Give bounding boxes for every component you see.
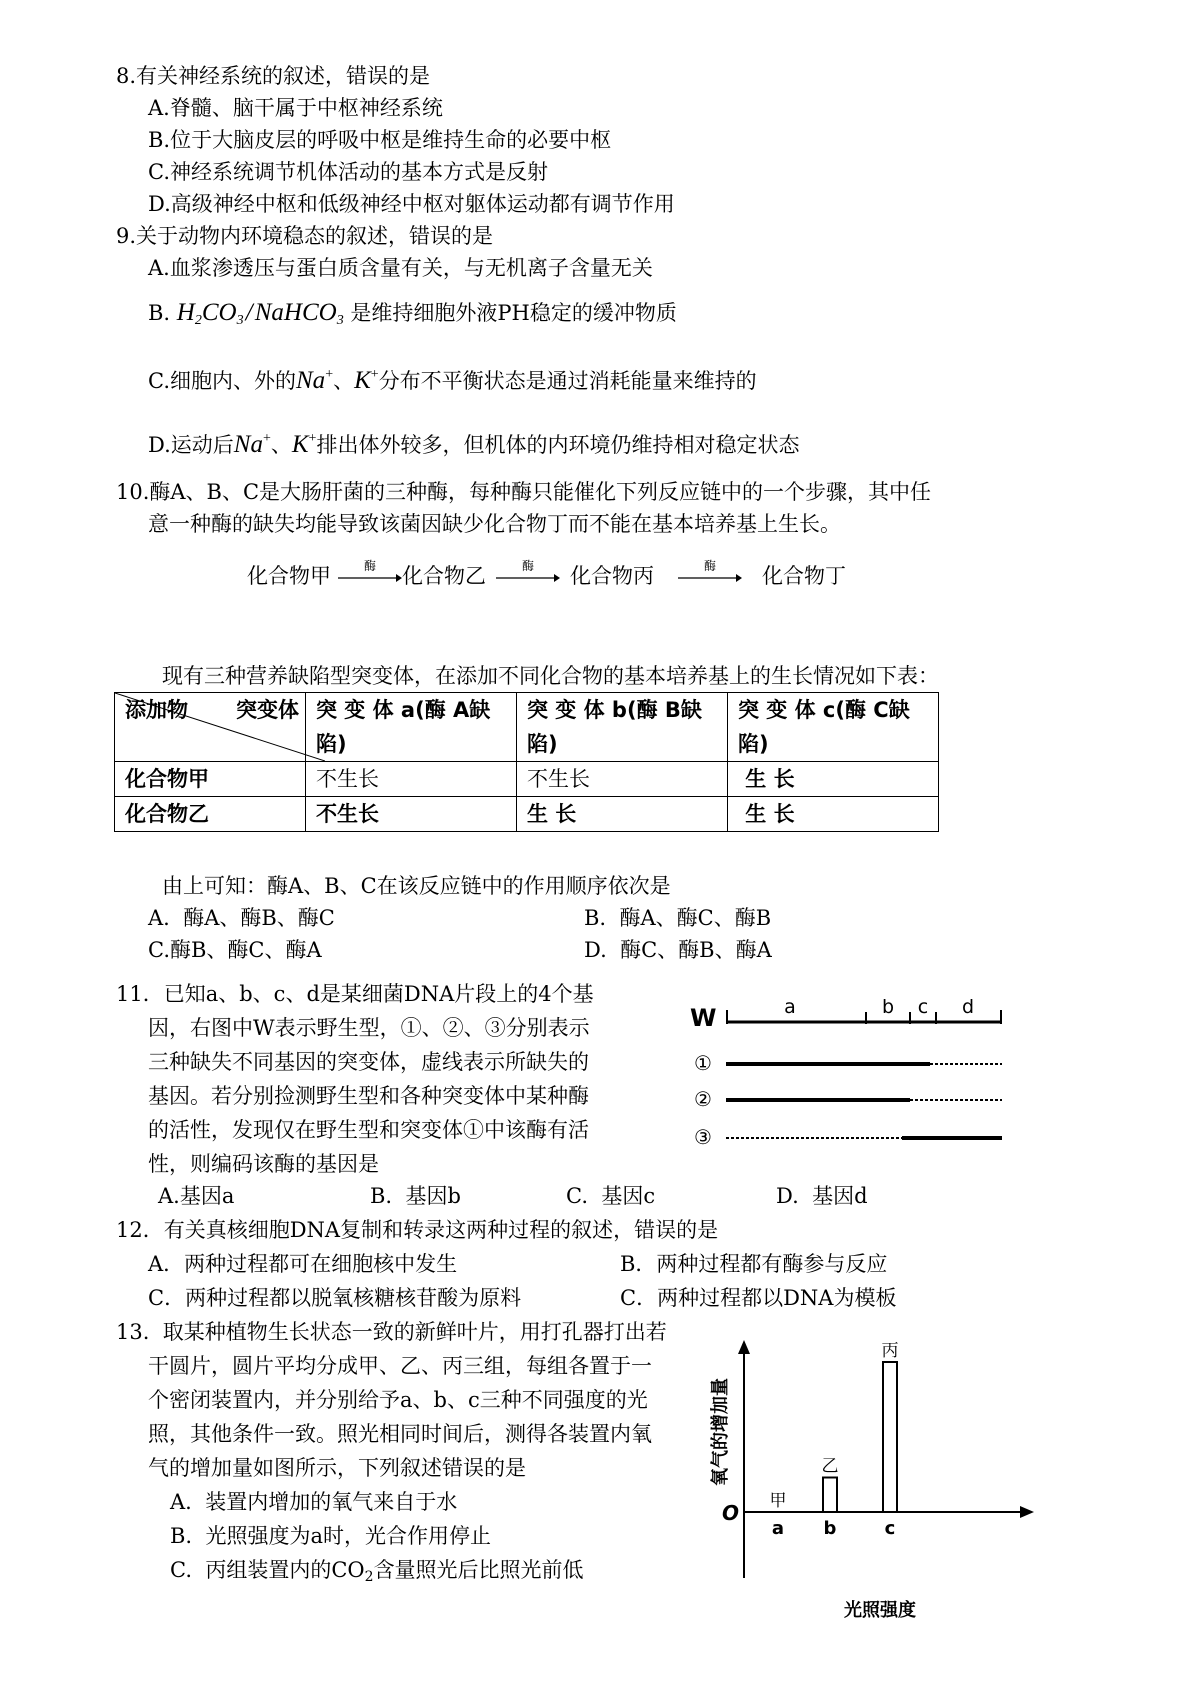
chem-formula-carbonate-buffer: $H_2CO_3$ / NaHCO$_3$ [176,299,344,328]
x-axis-label: 光照强度 [844,1600,916,1621]
corner-label-mutant: 突变体 [236,698,299,722]
q11-option-a: A.基因a [158,1184,235,1208]
q11-line6: 性，则编码该酶的基因是 [148,1152,379,1176]
table-cell: 生 长 [728,762,939,797]
q13-line2: 干圆片，圆片平均分成甲、乙、丙三组，每组各置于一 [148,1354,652,1378]
x-tick-b: b [823,1518,837,1539]
q13-line1: 13. 取某种植物生长状态一致的新鲜叶片，用打孔器打出若 [116,1320,667,1344]
q10-table-intro: 现有三种营养缺陷型突变体，在添加不同化合物的基本培养基上的生长情况如下表： [162,664,939,688]
table-row [115,797,939,832]
q11-line5: 的活性，发现仅在野生型和突变体①中该酶有活 [148,1118,589,1142]
q8-stem: 8.有关神经系统的叙述，错误的是 [116,64,431,88]
y-axis-arrow [738,1340,750,1354]
q9-option-d-text: 排出体外较多，但机体的内环境仍维持相对稳定状态 [316,433,800,457]
mutant-label-3: ③ [694,1125,712,1149]
reaction-arrow-3 [676,556,742,586]
header-mutant-a: 突 变 体 a(酶 A缺 陷) [306,693,517,762]
q9-option-c [148,368,757,393]
q8-option-b: B.位于大脑皮层的呼吸中枢是维持生命的必要中枢 [148,128,612,152]
q9-option-b-label: B. [148,301,171,325]
q10-option-b: B. 酶A、酶C、酶B [584,906,772,930]
q9-option-d-sep: 、 [270,433,292,457]
q11-line4: 基因。若分别捡测野生型和各种突变体中某种酶 [148,1084,589,1108]
chain-compound-bing: 化合物丙 [570,564,654,588]
q9-option-a: A.血浆渗透压与蛋白质含量有关，与无机离子含量无关 [148,256,653,280]
arrow-enzyme-label: 酶 [703,559,717,573]
gene-label-a: a [784,996,796,1018]
chain-compound-yi: 化合物乙 [402,564,486,588]
table-cell: 不生长 [517,762,728,797]
chain-compound-jia: 化合物甲 [247,564,331,588]
q13-option-b: B. 光照强度为a时，光合作用停止 [170,1524,491,1548]
q9-stem: 9.关于动物内环境稳态的叙述，错误的是 [116,224,494,248]
row-label: 化合物甲 [115,762,306,797]
x-tick-c: c [884,1518,896,1539]
gene-deletion-figure [690,986,1020,1162]
header-mutant-c: 突 变 体 c(酶 C缺 陷) [728,693,939,762]
arrow-enzyme-label: 酶 [363,559,377,573]
wild-type-label: W [690,1004,717,1032]
q13-line4: 照，其他条件一致。照光相同时间后，测得各装置内氧 [148,1422,652,1446]
chain-compound-ding: 化合物丁 [762,564,846,588]
q8-option-a: A.脊髓、脑干属于中枢神经系统 [148,96,443,120]
q11-option-d: D. 基因d [776,1184,868,1208]
chem-potassium-ion: K+ [354,367,379,394]
q11-line2: 因，右图中W表示野生型，①、②、③分别表示 [148,1016,590,1040]
q8-option-c: C.神经系统调节机体活动的基本方式是反射 [148,160,548,184]
q9-option-c-pre: C.细胞内、外的 [148,369,296,393]
reaction-arrow-2 [494,556,560,586]
q11-option-c: C. 基因c [566,1184,656,1208]
mutant-label-2: ② [694,1087,712,1111]
arrow-enzyme-label: 酶 [521,559,535,573]
chem-potassium-ion: K+ [291,431,317,458]
q13-line3: 个密闭装置内，并分别给予a、b、c三种不同强度的光 [148,1388,648,1412]
x-tick-a: a [771,1518,785,1539]
origin-label: O [722,1501,740,1525]
gene-label-c: c [917,996,929,1018]
gene-label-d: d [961,996,975,1018]
x-axis-arrow [1020,1506,1034,1518]
table-corner-cell [115,693,306,762]
q9-option-c-sep: 、 [333,369,355,393]
mutant-growth-table [114,692,939,832]
q10-conclusion: 由上可知：酶A、B、C在该反应链中的作用顺序依次是 [162,874,671,898]
q13-option-a: A. 装置内增加的氧气来自于水 [170,1490,458,1514]
bar-b [823,1478,837,1513]
table-cell: 不生长 [306,762,517,797]
chem-sodium-ion: Na+ [233,431,271,458]
q11-option-b: B. 基因b [370,1184,461,1208]
bar-c [883,1362,897,1512]
q9-option-d [148,432,799,457]
q13-option-c: C. 丙组装置内的$CO_2$含量照光后比照光前低 [170,1558,584,1585]
q12-stem: 12．有关真核细胞DNA复制和转录这两种过程的叙述，错误的是 [116,1218,719,1242]
mutant-label-1: ① [694,1051,712,1075]
bar-label-b: 乙 [821,1456,839,1477]
reaction-arrow-1 [336,556,402,586]
q8-option-d: D.高级神经中枢和低级神经中枢对躯体运动都有调节作用 [148,192,675,216]
table-header-row [115,693,939,762]
q10-option-a: A. 酶A、酶B、酶C [148,906,335,930]
gene-label-b: b [881,996,895,1018]
q10-stem-line2: 意一种酶的缺失均能导致该菌因缺少化合物丁而不能在基本培养基上生长。 [148,512,841,536]
q9-option-b [148,300,677,328]
bar-label-c: 丙 [881,1341,899,1361]
q11-line3: 三种缺失不同基因的突变体，虚线表示所缺失的 [148,1050,589,1074]
table-row [115,762,939,797]
table-cell: 生 长 [728,797,939,832]
q13-line5: 气的增加量如图所示，下列叙述错误的是 [148,1456,526,1480]
oxygen-bar-chart [700,1330,1040,1630]
row-label: 化合物乙 [115,797,306,832]
q9-option-c-text: 分布不平衡状态是通过消耗能量来维持的 [378,369,757,393]
corner-label-additive: 添加物 [125,698,188,722]
q12-option-b: B．两种过程都有酶参与反应 [620,1252,888,1276]
y-axis-label: 氧气的增加量 [710,1378,731,1486]
q10-option-d: D. 酶C、酶B、酶A [584,938,772,962]
table-cell: 不生长 [306,797,517,832]
chem-sodium-ion: Na+ [296,367,334,394]
header-mutant-b: 突 变 体 b(酶 B缺 陷) [517,693,728,762]
q9-option-b-text: 是维持细胞外液PH稳定的缓冲物质 [350,301,677,325]
bar-label-a: 甲 [769,1491,787,1511]
q11-line1: 11．已知a、b、c、d是某细菌DNA片段上的4个基 [116,982,594,1006]
q12-option-d: C．两种过程都以DNA为模板 [620,1286,897,1310]
table-cell: 生 长 [517,797,728,832]
q9-option-d-pre: D.运动后 [148,433,234,457]
q12-option-c: C．两种过程都以脱氧核糖核苷酸为原料 [148,1286,522,1310]
q10-option-c: C.酶B、酶C、酶A [148,938,322,962]
q10-stem-line1: 10.酶A、B、C是大肠肝菌的三种酶，每种酶只能催化下列反应链中的一个步骤，其中任 [116,480,932,504]
q12-option-a: A．两种过程都可在细胞核中发生 [148,1252,458,1276]
